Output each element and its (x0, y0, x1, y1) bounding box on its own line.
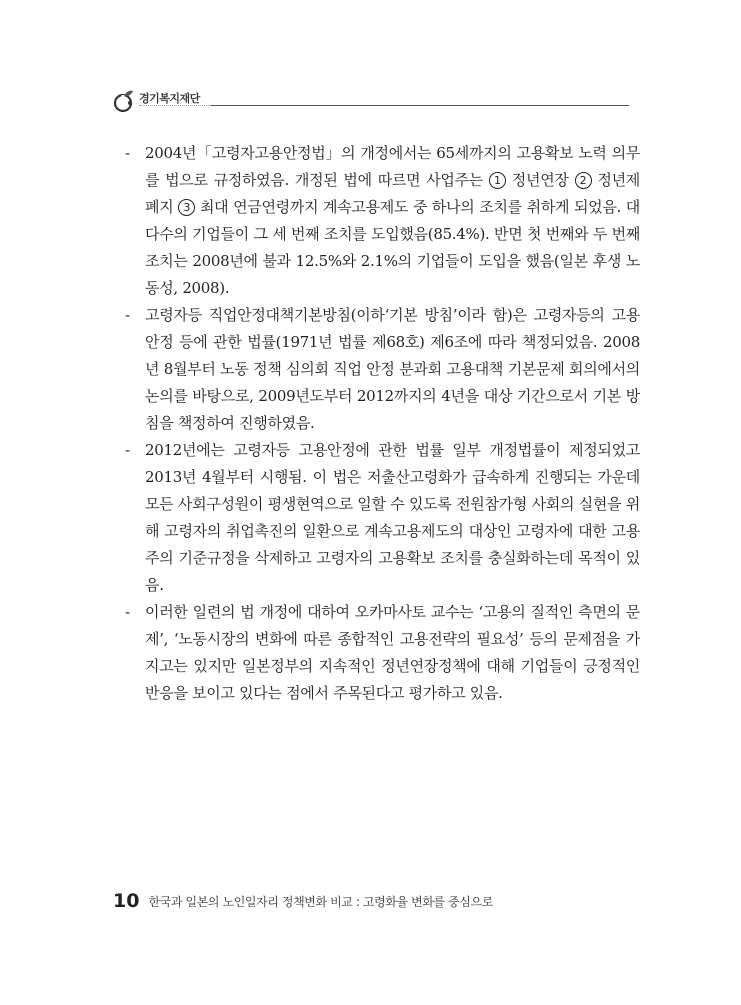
paragraph-text: 2004년「고령자고용안정법」의 개정에서는 65세까지의 고용확보 노력 의무를 법으로 규정하였음. 개정된 법에 따르면 사업주는 (145, 144, 640, 189)
paragraph-text: 2012년에는 고령자등 고용안정에 관한 법률 일부 개정법률이 제정되었고 2013년 4월부터 시행됨. 이 법은 저출산고령화가 급속하게 진행되는 가운데 모든 사회구성원이 평생현역으로 일할 수 있도록 전원참가형 사회의 실현을 위해 고령자의 취업촉진의 일환으로 계속고용제도의 대상인 고령자에 대한 고용주의 기준규정을 삭제하고 고령자의 고용확보 조치를 충실화하는데 목적이 있음. (145, 441, 640, 594)
bullet-item (125, 140, 640, 302)
bullet-item (125, 437, 640, 599)
org-name: 경기복지재단 (139, 92, 200, 105)
bullet-dash: - (125, 144, 130, 162)
circled-number: 3 (178, 199, 195, 216)
bullet-dash: - (125, 603, 130, 621)
page-header (113, 86, 629, 120)
body-text (125, 140, 640, 707)
paragraph-text: 이러한 일련의 법 개정에 대하여 오카마사토 교수는 ‘고용의 질적인 측면의 문제’, ‘노동시장의 변화에 따른 종합적인 고용전략의 필요성’ 등의 문제점을 가지고는 있지만 일본정부의 지속적인 정년연장정책에 대해 기업들이 긍정적인 반응을 보이고 있다는 점에서 주목된다고 평가하고 있음. (145, 603, 640, 702)
paragraph-text: 최대 연금연령까지 계속고용제도 중 하나의 조치를 취하게 되었음. 대다수의 기업들이 그 세 번째 조치를 도입했음(85.4%). 반면 첫 번째와 두 번째 조치는 2008년에 불과 12.5%와 2.1%의 기업들이 도입을 했음(일본 후생 노동성, 2008). (145, 198, 640, 297)
bullet-dash: - (125, 306, 130, 324)
org-subline (139, 105, 217, 109)
apple-leaf-logo-icon (113, 89, 135, 113)
bullet-item (125, 302, 640, 437)
circled-number: 1 (489, 172, 506, 189)
page-footer (113, 890, 493, 912)
circled-number: 2 (575, 172, 592, 189)
paragraph-text: 정년제 폐지 (145, 171, 640, 216)
bullet-dash: - (125, 441, 130, 459)
paragraph-text: 정년연장 (505, 171, 575, 189)
footer-title: 한국과 일본의 노인일자리 정책변화 비교 : 고령화율 변화를 중심으로 (148, 895, 493, 909)
bullet-item (125, 599, 640, 707)
header-rule (211, 105, 629, 106)
page-number: 10 (113, 890, 140, 912)
paragraph-text: 고령자등 직업안정대책기본방침(이하‘기본 방침’이라 함)은 고령자등의 고용안정 등에 관한 법률(1971년 법률 제68호) 제6조에 따라 책정되었음. 2008년 8월부터 노동 정책 심의회 직업 안정 분과회 고용대책 기본문제 회의에서의 논의를 바탕으로, 2009년도부터 2012까지의 4년을 대상 기간으로서 기본 방침을 책정하여 진행하였음. (145, 306, 640, 432)
